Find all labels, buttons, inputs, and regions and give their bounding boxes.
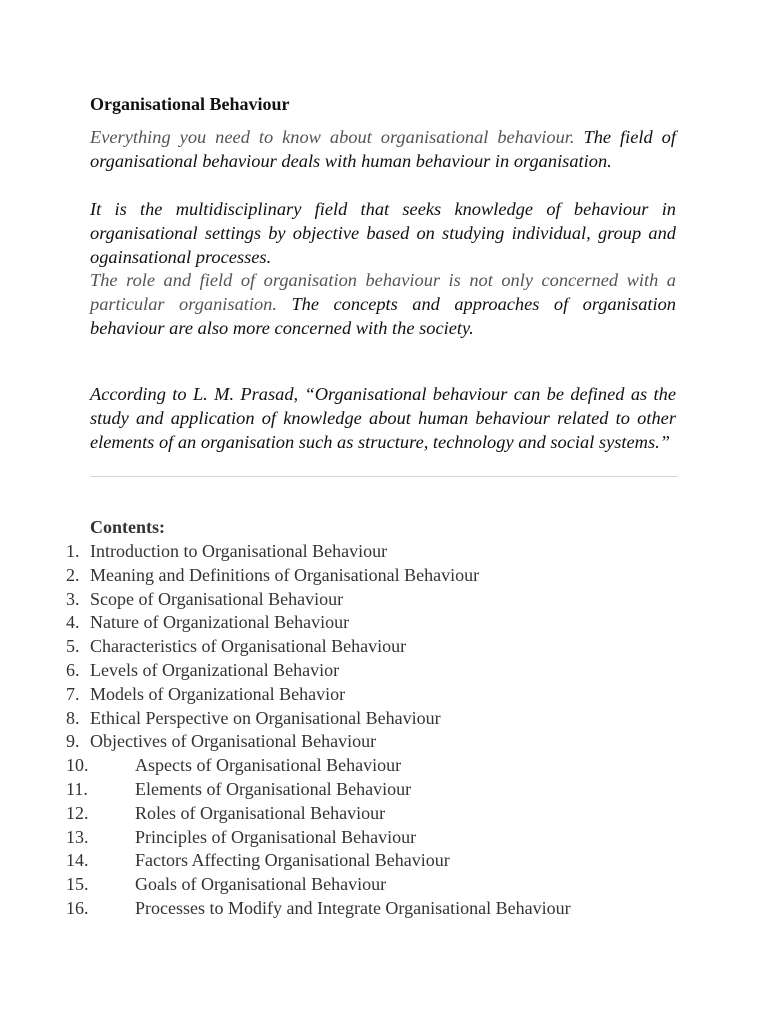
role-paragraph	[90, 268, 676, 340]
contents-item-label: Levels of Organizational Behavior	[90, 659, 340, 680]
contents-item-label: Aspects of Organisational Behaviour	[135, 755, 402, 776]
contents-item-label: Ethical Perspective on Organisational Behaviour	[90, 707, 441, 728]
contents-item-number: 3.	[66, 588, 80, 609]
contents-list	[0, 540, 768, 921]
intro-dark-text: The field of organisational behaviour deals with human behaviour in organisation.	[90, 127, 676, 171]
contents-item[interactable]	[0, 588, 768, 612]
horizontal-divider	[90, 476, 678, 477]
contents-item[interactable]	[0, 611, 768, 635]
contents-item-number: 4.	[66, 612, 80, 633]
contents-item-label: Goals of Organisational Behaviour	[135, 874, 387, 895]
contents-item-label: Scope of Organisational Behaviour	[90, 588, 344, 609]
contents-item-number: 8.	[66, 707, 80, 728]
contents-item[interactable]	[0, 802, 768, 826]
intro-paragraph	[90, 125, 676, 173]
contents-item[interactable]	[0, 540, 768, 564]
contents-item-number: 11.	[66, 778, 88, 799]
contents-item-number: 15.	[66, 874, 89, 895]
contents-item-number: 10.	[66, 755, 89, 776]
contents-item-label: Factors Affecting Organisational Behaviour	[135, 850, 450, 871]
multidisciplinary-paragraph: It is the multidisciplinary field that seeks knowledge of behaviour in organisational settings by objective based on studying individual, group and ogainsational processes.	[90, 199, 676, 267]
contents-item-number: 9.	[66, 731, 80, 752]
contents-item[interactable]	[0, 873, 768, 897]
contents-item[interactable]	[0, 564, 768, 588]
contents-item-label: Principles of Organisational Behaviour	[135, 826, 417, 847]
contents-item[interactable]	[0, 778, 768, 802]
contents-item[interactable]	[0, 849, 768, 873]
contents-item[interactable]	[0, 897, 768, 921]
contents-heading: Contents:	[90, 517, 165, 537]
contents-item[interactable]	[0, 730, 768, 754]
contents-item-label: Meaning and Definitions of Organisational Behaviour	[90, 564, 480, 585]
contents-item-number: 7.	[66, 683, 80, 704]
document-title: Organisational Behaviour	[90, 94, 290, 114]
contents-item[interactable]	[0, 826, 768, 850]
prasad-quote: According to L. M. Prasad, “Organisational behaviour can be defined as the study and application of knowledge about human behaviour related to other elements of an organisation such as structure, technology and social systems.”	[90, 384, 676, 452]
contents-item[interactable]	[0, 707, 768, 731]
contents-item-label: Elements of Organisational Behaviour	[135, 778, 412, 799]
contents-item[interactable]	[0, 683, 768, 707]
contents-item[interactable]	[0, 754, 768, 778]
contents-item-number: 6.	[66, 659, 80, 680]
contents-item-label: Processes to Modify and Integrate Organisational Behaviour	[135, 897, 571, 918]
contents-item[interactable]	[0, 635, 768, 659]
contents-item-label: Models of Organizational Behavior	[90, 683, 346, 704]
contents-item-number: 13.	[66, 826, 89, 847]
role-grey-text: The role and field of organisation behaviour is not only concerned with a particular organisation.	[90, 270, 676, 314]
contents-item-number: 2.	[66, 564, 80, 585]
contents-item-label: Roles of Organisational Behaviour	[135, 802, 386, 823]
contents-item-label: Nature of Organizational Behaviour	[90, 612, 350, 633]
role-dark-text: The concepts and approaches of organisation behaviour are also more concerned with the society.	[90, 294, 676, 338]
contents-item-number: 1.	[66, 541, 80, 561]
contents-item-label: Characteristics of Organisational Behaviour	[90, 636, 407, 657]
contents-item-label: Objectives of Organisational Behaviour	[90, 731, 377, 752]
contents-item-number: 16.	[66, 897, 89, 918]
intro-grey-text: Everything you need to know about organisational behaviour.	[90, 127, 575, 147]
contents-item[interactable]	[0, 659, 768, 683]
contents-item-number: 12.	[66, 802, 89, 823]
contents-item-number: 14.	[66, 850, 89, 871]
contents-item-label: Introduction to Organisational Behaviour	[90, 541, 388, 561]
contents-item-number: 5.	[66, 636, 80, 657]
